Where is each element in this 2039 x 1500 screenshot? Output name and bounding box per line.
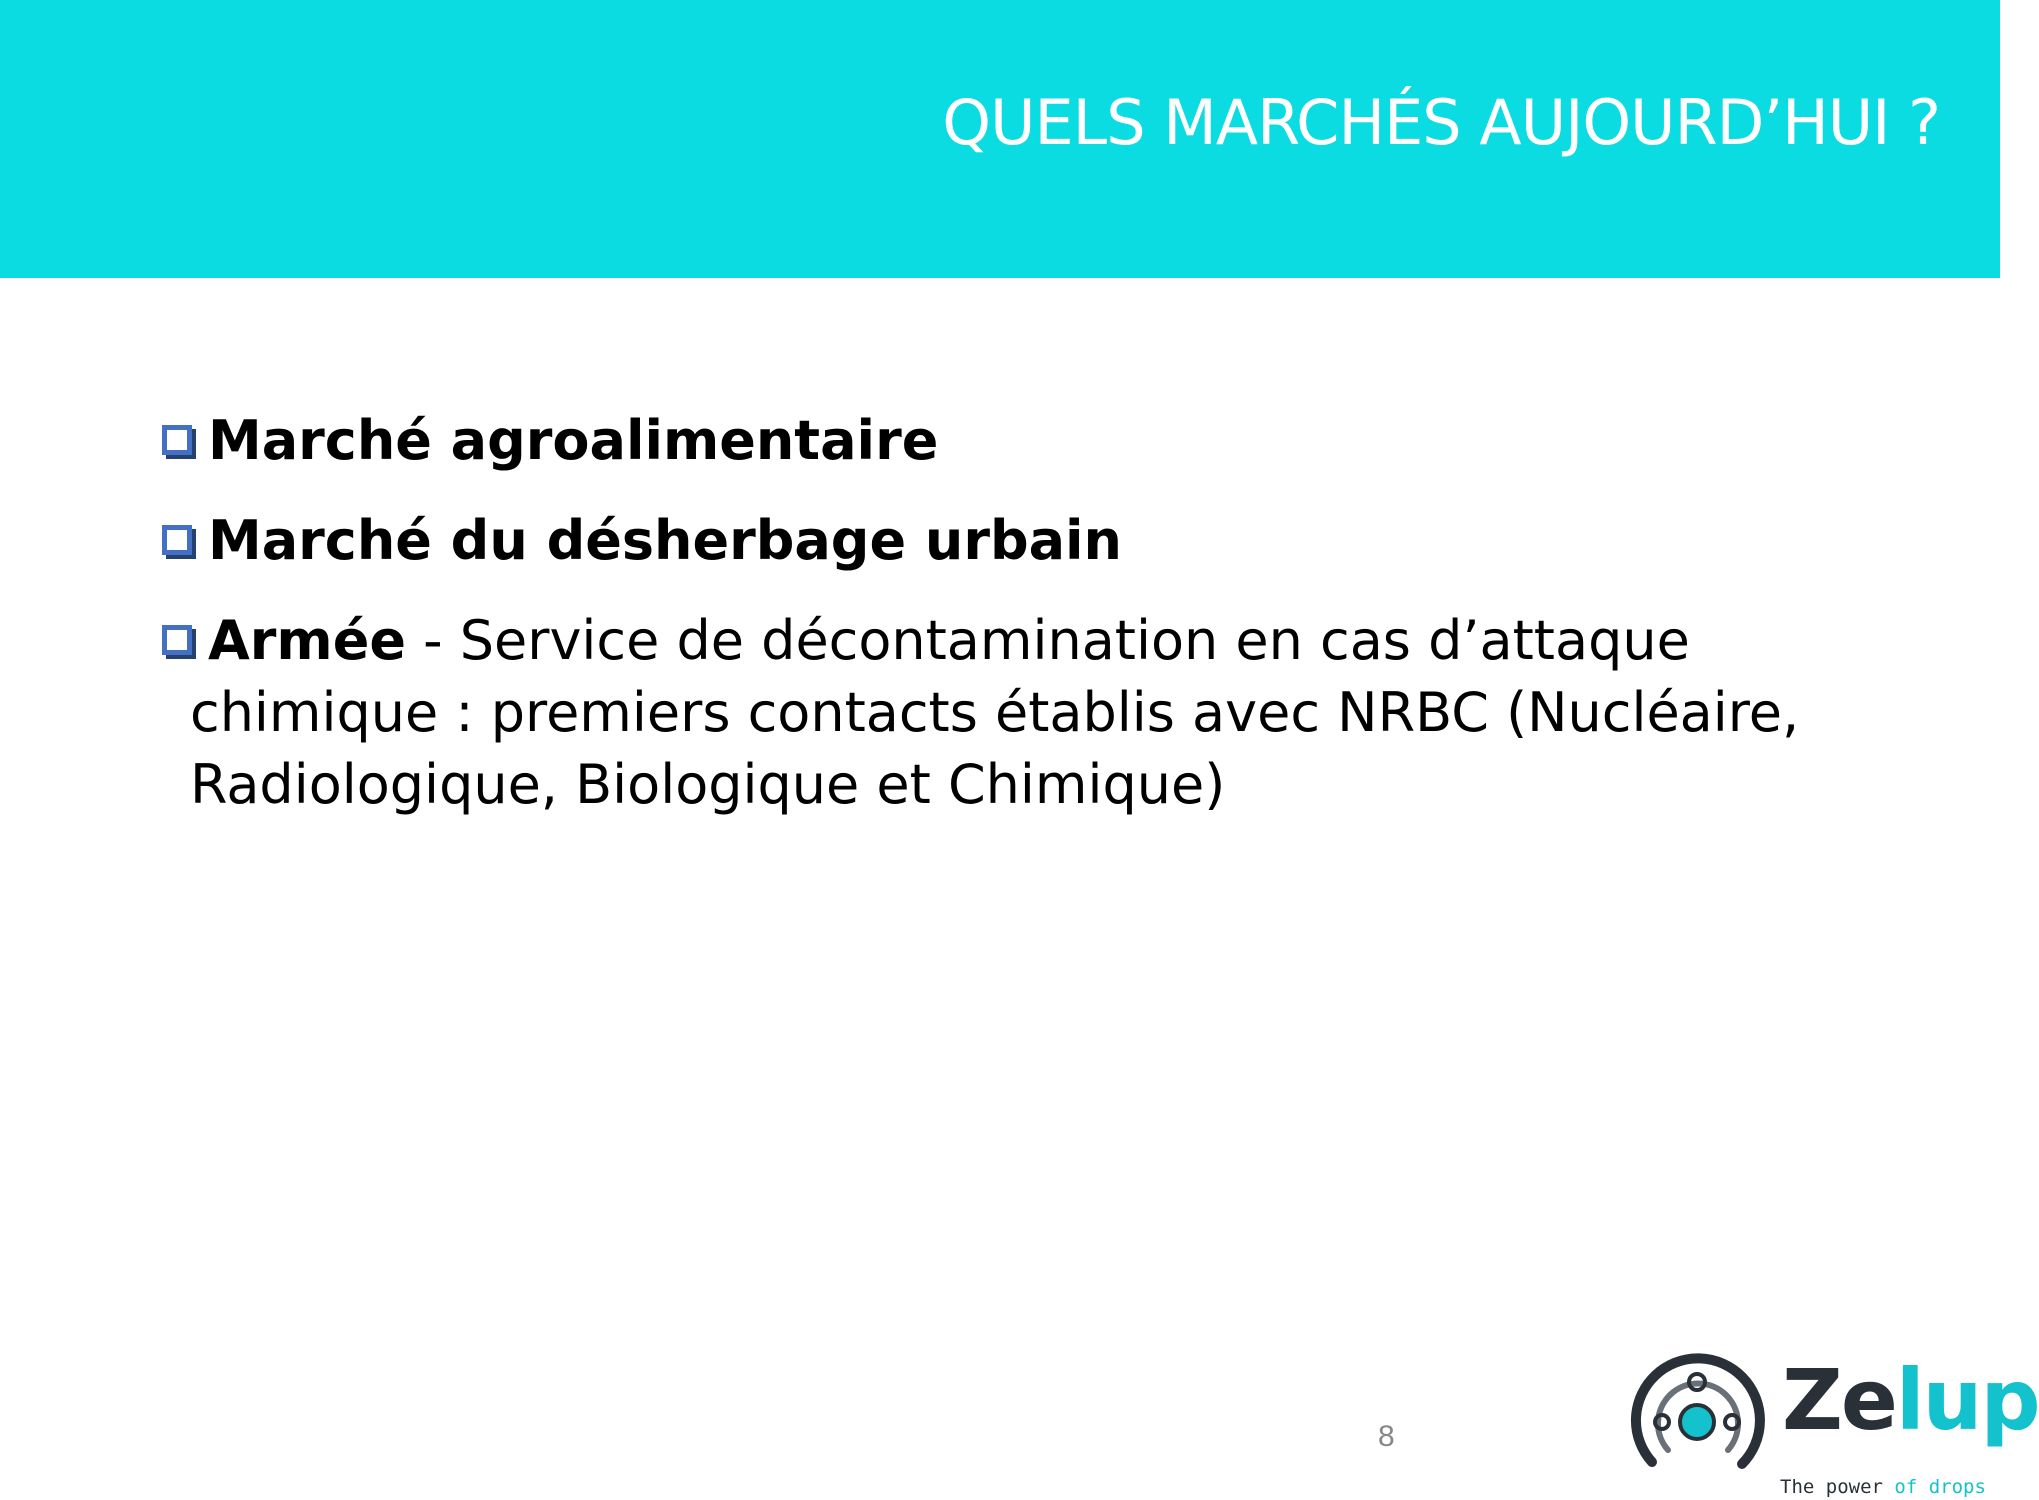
zelup-logo bbox=[1622, 1351, 2039, 1500]
bullet-rest-text: - Service de décontamination en cas d’attaque bbox=[405, 609, 1690, 672]
checkbox-bullet-icon bbox=[162, 425, 192, 455]
bullet-text: Marché du désherbage urbain bbox=[208, 509, 1122, 572]
logo-word-part1: Ze bbox=[1782, 1351, 1896, 1449]
page-number: 8 bbox=[1378, 1420, 1395, 1453]
list-item bbox=[160, 505, 1860, 577]
bullet-list bbox=[160, 405, 1860, 849]
bullet-line-2: chimique : premiers contacts établis avec NRBC (Nucléaire, bbox=[190, 681, 1800, 744]
slide-title: QUELS MARCHÉS AUJOURD’HUI ? bbox=[942, 86, 1940, 159]
logo-word-part2: lup bbox=[1895, 1351, 2039, 1449]
checkbox-bullet-icon bbox=[162, 525, 192, 555]
list-item bbox=[160, 405, 1860, 477]
list-item bbox=[160, 605, 1860, 821]
logo-tagline-part2: of drops bbox=[1894, 1476, 1986, 1498]
bullet-strong-text: Armée bbox=[208, 609, 406, 672]
header-band bbox=[0, 0, 2000, 278]
bullet-line-1 bbox=[208, 605, 1860, 677]
logo-wordmark bbox=[1782, 1351, 2039, 1449]
logo-mark-icon bbox=[1622, 1352, 1772, 1492]
checkbox-bullet-icon bbox=[162, 625, 192, 655]
bullet-text: Marché agroalimentaire bbox=[208, 409, 939, 472]
logo-tagline bbox=[1780, 1476, 1986, 1498]
bullet-line-3: Radiologique, Biologique et Chimique) bbox=[190, 753, 1226, 816]
logo-tagline-part1: The power bbox=[1780, 1476, 1895, 1498]
